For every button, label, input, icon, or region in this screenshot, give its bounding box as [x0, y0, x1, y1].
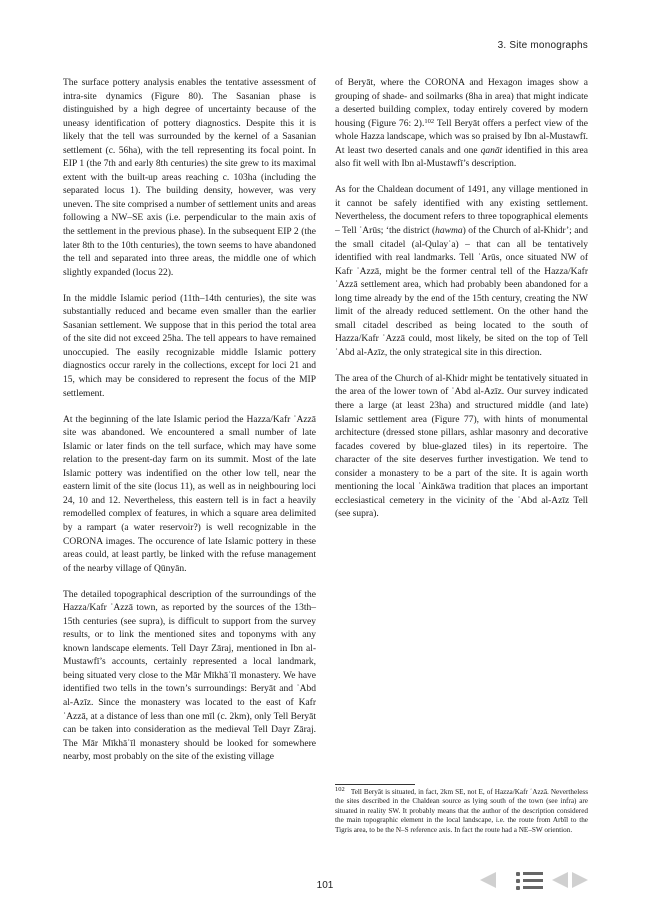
- footnote: [335, 788, 588, 835]
- paragraph: The area of the Church of al-Khidr might be tentatively situated in the area of the lower town of ʿAbd al-Azīz. Our survey indicated there a large (at least 23ha) and structured middle (and late) Islamic settlement area (Figure 77), with hints of monumental architecture (dressed stone pillars, ashlar masonry and decorative facades covered by blue-glazed tiles) in its repertoire. The character of the site deserves further investigation. We tend to consider a monastery to be a part of the site. It is again worth mentioning the local ʿAinkāwa tradition that places an important ecclesiastical cemetery in the vicinity of the ʿAbd al-Azīz Tell (see supra).: [335, 373, 588, 520]
- running-head: 3. Site monographs: [497, 40, 588, 51]
- text-run: ) of the Church of al-Khidr’; and the small citadel (al-Qulayʿa) – that can all be tentatively identified with real landmarks. Tell ʿArūs, once situated NW of Kafr ʿAzzā, might be the former central tell of the Hazza/Kafr ʿAzzā settlement area, which had probably been abandoned for a long time already by the end of the 15th century, creating the NW limit of the already reduced settlement. On the other hand the small citadel described as being located to the south of Hazza/Kafr ʿAzzā could, most likely, be sited on the top of Tell ʿAbd al-Azīz, the only strategical site in this direction.: [335, 225, 588, 358]
- footnote-reference[interactable]: 102: [424, 117, 435, 125]
- triangle-right-icon[interactable]: [572, 872, 588, 888]
- paragraph: The surface pottery analysis enables the tentative assessment of intra-site dynamics (Figure 80). The Sasanian phase is distinguished by a high degree of uncertainty because of the uneasy identification of pottery diagnostics. Despite this it is likely that the tell was surrounded by the kernel of a Sasanian settlement (c. 56ha), with the tell representing its focal point. In EIP 1 (the 7th and early 8th centuries) the site grew to its maximal extent with the built-up areas reaching c. 103ha (including the separated locus 1). The building density, however, was very uneven. The site comprised a number of settlement units and areas following a NW–SE axis (i.e. perpendicular to the main axis of the settlement in the previous phase). In the subsequent EIP 2 (the later 8th to the 10th centuries), the town seems to have abandoned the tell and separated into three areas, the middle one of which slightly expanded (locus 22).: [63, 78, 316, 278]
- italic-term: hawma: [435, 225, 463, 236]
- right-column: [335, 77, 588, 522]
- menu-dot: [516, 879, 520, 883]
- text-run: As for the Chaldean document of 1491, any village mentioned in it cannot be safely identified with any existing settlement. Nevertheless, the document refers to three topographical elements – Tell ʿArūs; ‘the district (: [335, 185, 588, 236]
- left-column: [63, 77, 316, 765]
- paragraph: At the beginning of the late Islamic period the Hazza/Kafr ʿAzzā site was abandoned. We encountered a small number of late Islamic or later finds on the tell surface, which may have some relation to the present-day farm on its summit. Most of the late Islamic pottery was indentified on the other low tell, near the eastern limit of the site (locus 11), as well as in neighbouring loci 24, 10 and 12. Nevertheless, this eastern tell is in fact a heavily remodelled complex of features, in which a square area delimited by a rampart (a water reservoir?) is well recognizable in the CORONA images. The occurence of late Islamic pottery in these areas could, at least partly, be linked with the refuse management of the nearby village of Qūnyān.: [63, 414, 316, 574]
- footnote-text: Tell Beryāt is situated, in fact, 2km SE, not E, of Hazza/Kafr ʿAzzā. Nevertheless the sites described in the Chaldean source as lying south of the town (see infra) are situated in reality SW. It probably means that the author of the description considered the main topographic element in the local landscape, i.e. the route from Arbīl to the Tigris area, to be the N–S reference axis. In fact the route had a NE–SW oriention.: [335, 788, 588, 834]
- menu-bar: [523, 879, 543, 882]
- footnote-area: [335, 784, 588, 835]
- footnote-rule: [335, 784, 415, 785]
- menu-list-icon[interactable]: [516, 872, 546, 890]
- paragraph: The detailed topographical description of the surroundings of the Hazza/Kafr ʿAzzā town, as reported by the sources of the 13th–15th centuries (see supra), is difficult to support from the survey results, or to link the mentioned sites and toponyms with any known landscape elements. Tell Dayr Zāraj, mentioned in Ibn al-Mustawfī’s accounts, certainly represented a local landmark, being situated very close to the Mār Mīkhāʾīl monastery. We have identified two tells in the town’s surroundings: Beryāt and ʿAbd al-Azīz. Since the monastery was located to the east of Kafr ʿAzzā, at a distance of less than one mīl (c. 2km), only Tell Beryāt can be taken into consideration as the medieval Tell Dayr Zāraj. The Mār Mīkhāʾīl monastery should be looked for somewhere nearby, most probably on the site of the existing village: [63, 589, 316, 763]
- menu-bar: [523, 886, 543, 889]
- paragraph: In the middle Islamic period (11th–14th centuries), the site was substantially reduced and became even smaller than the earlier Sasanian settlement. We suppose that in this period the total area of the site did not exceed 25ha. The tell appears to have remained unoccupied. The easily recognizable middle Islamic pottery diagnostics occur rarely in the collections, except for loci 21 and 15, which may be considered to represent the focus of the MIP settlement.: [63, 293, 316, 399]
- paragraph: [335, 77, 588, 172]
- triangle-left-icon[interactable]: [480, 872, 496, 888]
- menu-dot: [516, 872, 520, 876]
- text-run: identified in this area also fit well with Ibn al-Mustawfī’s description.: [335, 145, 588, 170]
- paragraph: [335, 184, 588, 360]
- text-run: of Beryāt, where the CORONA and Hexagon images show a grouping of shade- and soilmarks (8ha in area) that might indicate a deserted building complex, today entirely covered by modern housing (Figure 76: 2).: [335, 78, 588, 129]
- text-run: Tell Beryāt offers a perfect view of the whole Hazza landscape, which was so praised by Ibn al-Mustawfī. At least two deserted canals and one: [335, 118, 588, 156]
- page-number: 101: [316, 880, 334, 891]
- menu-dot: [516, 886, 520, 890]
- italic-term: qanāt: [480, 145, 503, 156]
- triangle-left-icon[interactable]: [552, 872, 568, 888]
- footnote-number: 102: [335, 786, 345, 793]
- menu-bar: [523, 872, 543, 875]
